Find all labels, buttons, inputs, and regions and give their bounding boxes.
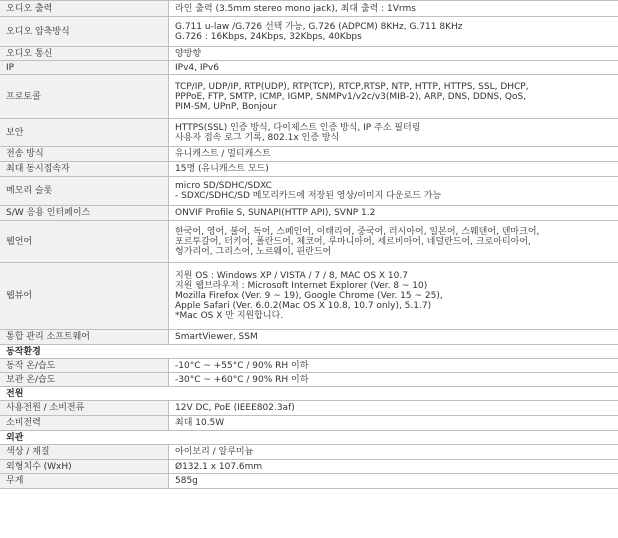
spec-label: 소비전력: [0, 416, 169, 431]
spec-value: IPv4, IPv6: [169, 61, 618, 75]
spec-value: 지원 OS : Windows XP / VISTA / 7 / 8, MAC OS X 10.7 지원 웹브라우저 : Microsoft Internet Explorer (Ver. 8 ~ 10) Mozilla Firefox (Ver. 9 ~ 19), Google Chrome (Ver. 15 ~ 25), Apple Safari (Ver. 6.0.2(Mac OS X 10.8, 10.7 only), 5.1.7) *Mac OS X 만 지원합니다.: [169, 263, 618, 330]
spec-label: 메모리 슬롯: [0, 177, 169, 206]
spec-label: S/W 응용 인터페이스: [0, 206, 169, 221]
spec-row: [0, 416, 618, 431]
spec-label: 웹언어: [0, 221, 169, 263]
spec-label: 프로토콜: [0, 75, 169, 119]
section-header: 동작환경: [0, 345, 618, 359]
spec-value: -30°C ~ +60°C / 90% RH 이하: [169, 373, 618, 387]
spec-value: -10°C ~ +55°C / 90% RH 이하: [169, 359, 618, 373]
section-header: 외관: [0, 431, 618, 445]
spec-value: G.711 u-law /G.726 선택 가능, G.726 (ADPCM) 8KHz, G.711 8KHz G.726 : 16Kbps, 24Kbps, 32Kbps, 40Kbps: [169, 17, 618, 47]
spec-row: [0, 221, 618, 263]
spec-value: 한국어, 영어, 불어, 독어, 스페인어, 이태리어, 중국어, 러시아어, 일본어, 스웨덴어, 덴마크어, 포르투갈어, 터키어, 폴란드어, 체코어, 루마니아어, 세르비아어, 네덜란드어, 크로아티아어, 헝가리어, 그리스어, 노르웨이, 핀란드어: [169, 221, 618, 263]
spec-value: 12V DC, PoE (IEEE802.3af): [169, 401, 618, 416]
spec-row: [0, 460, 618, 474]
section-header-row: [0, 387, 618, 401]
spec-row: [0, 119, 618, 147]
spec-value: 15명 (유니캐스트 모드): [169, 162, 618, 177]
spec-row: [0, 47, 618, 61]
spec-value: 라인 출력 (3.5mm stereo mono jack), 최대 출력 : 1Vrms: [169, 1, 618, 17]
section-header-row: [0, 345, 618, 359]
spec-label: 보관 온/습도: [0, 373, 169, 387]
spec-label: 전송 방식: [0, 147, 169, 162]
section-header: 전원: [0, 387, 618, 401]
spec-row: [0, 1, 618, 17]
spec-row: [0, 75, 618, 119]
spec-value: 아이보리 / 알루미늄: [169, 445, 618, 460]
spec-label: 오디오 압축방식: [0, 17, 169, 47]
spec-row: [0, 147, 618, 162]
spec-label: 색상 / 재질: [0, 445, 169, 460]
spec-label: 오디오 출력: [0, 1, 169, 17]
spec-value: 585g: [169, 474, 618, 489]
spec-label: 사용전원 / 소비전류: [0, 401, 169, 416]
spec-row: [0, 162, 618, 177]
spec-table-body: [0, 1, 618, 489]
spec-row: [0, 445, 618, 460]
spec-label: 무게: [0, 474, 169, 489]
spec-label: 보안: [0, 119, 169, 147]
spec-row: [0, 177, 618, 206]
spec-value: TCP/IP, UDP/IP, RTP(UDP), RTP(TCP), RTCP,RTSP, NTP, HTTP, HTTPS, SSL, DHCP, PPPoE, FTP, SMTP, ICMP, IGMP, SNMPv1/v2c/v3(MIB-2), ARP, DNS, DDNS, QoS, PIM-SM, UPnP, Bonjour: [169, 75, 618, 119]
spec-value: 유니캐스트 / 멀티캐스트: [169, 147, 618, 162]
spec-label: 동작 온/습도: [0, 359, 169, 373]
spec-row: [0, 17, 618, 47]
spec-row: [0, 330, 618, 345]
spec-row: [0, 373, 618, 387]
spec-value: 양방향: [169, 47, 618, 61]
spec-label: 최대 동시접속자: [0, 162, 169, 177]
spec-label: 오디오 통신: [0, 47, 169, 61]
spec-label: 웹뷰어: [0, 263, 169, 330]
spec-row: [0, 206, 618, 221]
spec-row: [0, 61, 618, 75]
spec-value: 최대 10.5W: [169, 416, 618, 431]
spec-value: HTTPS(SSL) 인증 방식, 다이제스트 인증 방식, IP 주소 필터링 사용자 접속 로그 기록, 802.1x 인증 방식: [169, 119, 618, 147]
section-header-row: [0, 431, 618, 445]
spec-row: [0, 359, 618, 373]
spec-row: [0, 263, 618, 330]
spec-label: 외형치수 (WxH): [0, 460, 169, 474]
spec-row: [0, 474, 618, 489]
spec-label: 통합 관리 소프트웨어: [0, 330, 169, 345]
spec-value: micro SD/SDHC/SDXC - SDXC/SDHC/SD 메모리카드에 저장된 영상/이미지 다운로드 가능: [169, 177, 618, 206]
spec-label: IP: [0, 61, 169, 75]
spec-value: Ø132.1 x 107.6mm: [169, 460, 618, 474]
spec-value: SmartViewer, SSM: [169, 330, 618, 345]
spec-row: [0, 401, 618, 416]
spec-value: ONVIF Profile S, SUNAPI(HTTP API), SVNP 1.2: [169, 206, 618, 221]
